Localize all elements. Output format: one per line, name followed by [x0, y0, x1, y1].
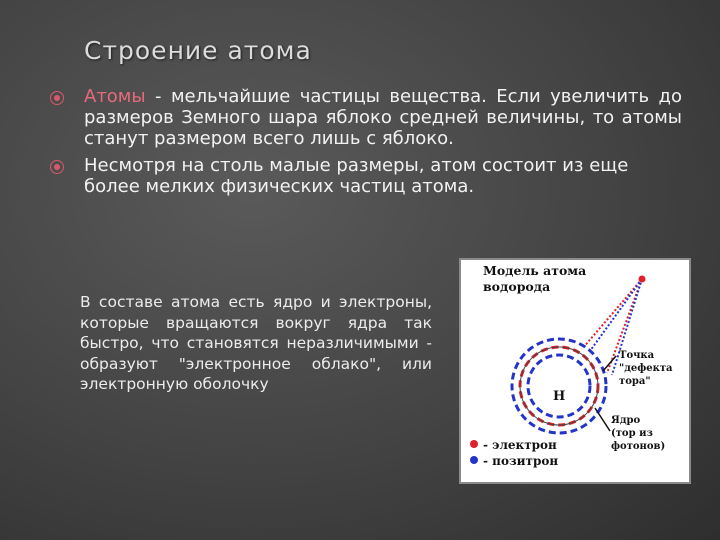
figure-title-line2: водорода	[483, 279, 551, 294]
core-label-line1: Ядро	[611, 415, 641, 426]
slide-title: Строение атома	[84, 36, 312, 65]
core-label-line3: фотонов)	[611, 441, 666, 452]
figure-title-line1: Модель атома	[483, 263, 587, 278]
bullet-text: Несмотря на столь малые размеры, атом состоит из еще более мелких физических частиц атома.	[84, 155, 629, 197]
bullet-list	[50, 86, 682, 197]
point-label-line1: Точка	[619, 350, 655, 361]
bullet-text: - мельчайшие частицы вещества. Если увеличить до размеров Земного шара яблоко средней величины, то атомы станут размером всего лишь с яблоко.	[84, 86, 682, 149]
positron-legend-marker	[470, 456, 478, 464]
bullet-marker-icon	[50, 160, 64, 174]
hydrogen-atom-model-figure	[459, 258, 691, 484]
positron-legend-label: - позитрон	[483, 454, 559, 468]
electron-legend-marker	[470, 440, 478, 448]
atom-composition-paragraph: В составе атома есть ядро и электроны, которые вращаются вокруг ядра так быстро, что становятся неразличимыми - образуют "электронное облако", или электронную оболочку	[80, 293, 432, 393]
point-label-line3: тора"	[619, 376, 651, 387]
core-label-line2: (тор из	[611, 428, 653, 439]
bullet-marker-icon	[50, 91, 64, 105]
bullet-item-particles	[50, 155, 682, 197]
atoms-highlight: Атомы	[84, 86, 146, 107]
nucleus-label: H	[553, 389, 566, 404]
point-label-line2: "дефекта	[619, 363, 673, 374]
defect-point-marker	[639, 276, 646, 283]
bullet-item-atoms	[50, 86, 682, 149]
electron-legend-label: - электрон	[483, 438, 557, 452]
